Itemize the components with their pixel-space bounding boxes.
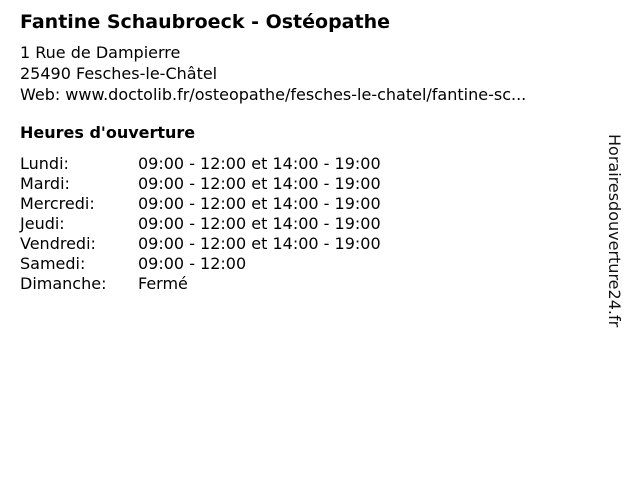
day-label: Dimanche:: [20, 274, 107, 293]
hours-value: 09:00 - 12:00 et 14:00 - 19:00: [138, 154, 381, 173]
hours-value: 09:00 - 12:00 et 14:00 - 19:00: [138, 174, 381, 193]
website-label: Web:: [20, 85, 61, 104]
business-title: Fantine Schaubroeck - Ostéopathe: [20, 11, 390, 33]
day-label: Mardi:: [20, 174, 70, 193]
hours-value: 09:00 - 12:00 et 14:00 - 19:00: [138, 194, 381, 213]
day-label: Mercredi:: [20, 194, 95, 213]
opening-hours-heading: Heures d'ouverture: [20, 123, 196, 142]
website-link[interactable]: www.doctolib.fr/osteopathe/fesches-le-chatel/fantine-sc...: [65, 85, 527, 104]
website-line: [20, 85, 526, 105]
hours-value: Fermé: [138, 274, 188, 293]
hours-value: 09:00 - 12:00 et 14:00 - 19:00: [138, 214, 381, 233]
day-label: Vendredi:: [20, 234, 96, 253]
site-brand-vertical-text: Horairesdouverture24.fr: [605, 134, 624, 328]
address-line-city: 25490 Fesches-le-Châtel: [20, 64, 218, 83]
hours-value: 09:00 - 12:00: [138, 254, 247, 273]
day-label: Jeudi:: [20, 214, 65, 233]
day-label: Lundi:: [20, 154, 69, 173]
hours-value: 09:00 - 12:00 et 14:00 - 19:00: [138, 234, 381, 253]
day-label: Samedi:: [20, 254, 86, 273]
address-line-street: 1 Rue de Dampierre: [20, 43, 181, 62]
